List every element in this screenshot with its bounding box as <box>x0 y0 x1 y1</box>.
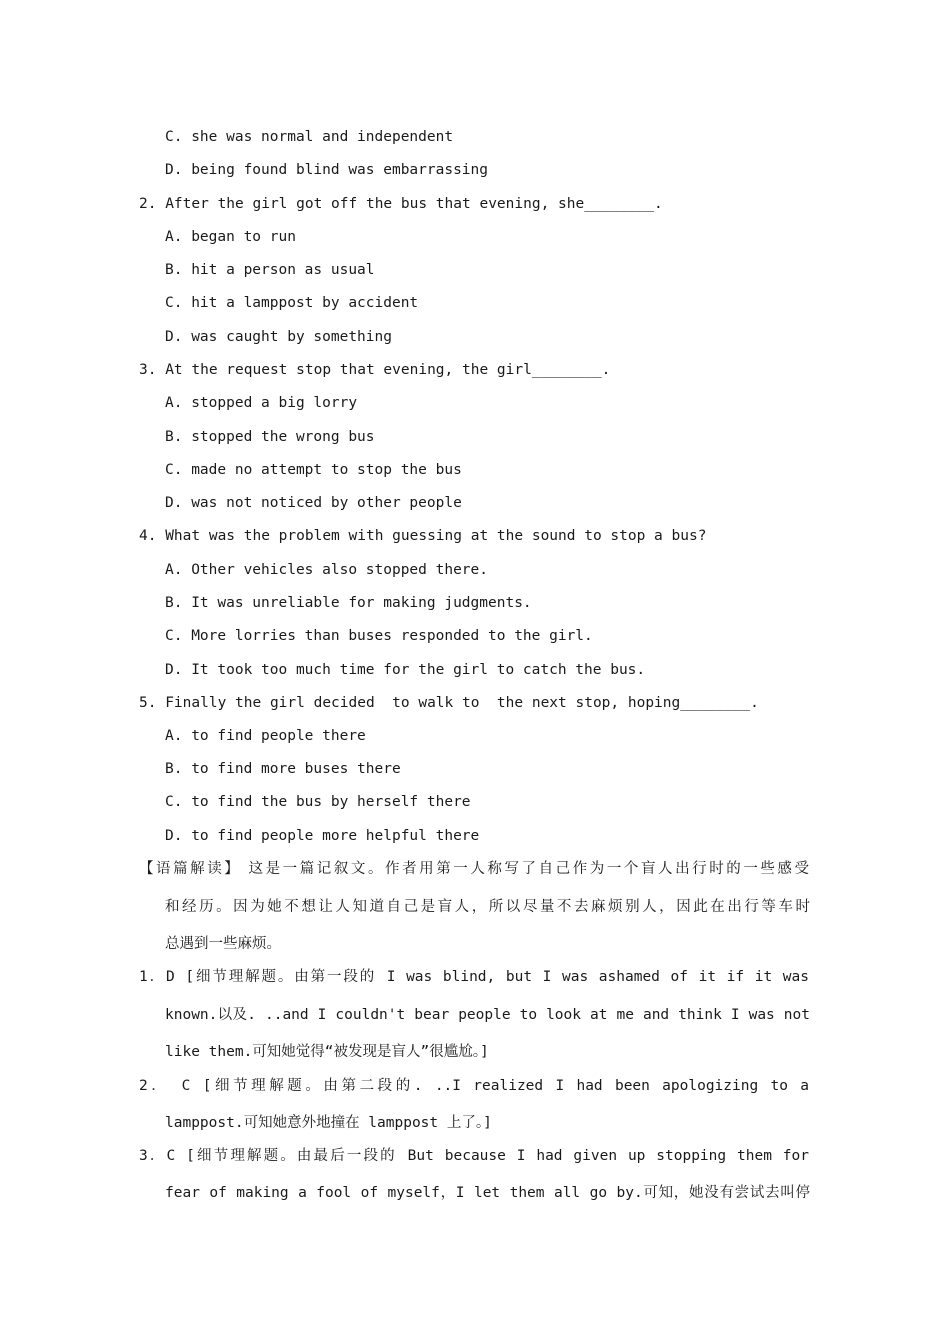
q2-option-b: B. hit a person as usual <box>165 262 375 278</box>
analysis-summary-line-1: 【语篇解读】 这是一篇记叙文。作者用第一人称写了自己作为一个盲人出行时的一些感受 <box>139 861 809 877</box>
q4-option-b: B. It was unreliable for making judgments. <box>165 595 532 611</box>
answer-3-line-2: fear of making a fool of myself，I let them all go by.可知，她没有尝试去叫停 <box>165 1185 810 1201</box>
analysis-summary-line-3: 总遇到一些麻烦。 <box>165 936 281 952</box>
q2-option-a: A. began to run <box>165 229 296 245</box>
q5-option-c: C. to find the bus by herself there <box>165 794 471 810</box>
q3-option-c: C. made no attempt to stop the bus <box>165 462 462 478</box>
q5-option-d: D. to find people more helpful there <box>165 828 480 844</box>
analysis-summary-line-2: 和经历。因为她不想让人知道自己是盲人，所以尽量不去麻烦别人，因此在出行等车时 <box>165 899 810 915</box>
answer-3-line-1: 3．C [细节理解题。由最后一段的 But because I had given up stopping them for <box>139 1148 809 1164</box>
answer-1-line-2: known.以及. ..and I couldn't bear people to look at me and think I was not <box>165 1007 810 1023</box>
q2-option-d: D. was caught by something <box>165 329 392 345</box>
question-3-stem: 3. At the request stop that evening, the girl________. <box>139 362 611 378</box>
q3-option-a: A. stopped a big lorry <box>165 395 358 411</box>
question-5-stem: 5. Finally the girl decided to walk to the next stop, hoping________. <box>139 695 759 711</box>
q5-option-b: B. to find more buses there <box>165 761 401 777</box>
q3-option-b: B. stopped the wrong bus <box>165 429 375 445</box>
question-4-stem: 4. What was the problem with guessing at the sound to stop a bus? <box>139 528 707 544</box>
q1-option-c: C. she was normal and independent <box>165 129 454 145</box>
answer-1-line-1: 1．D [细节理解题。由第一段的 I was blind, but I was ashamed of it if it was <box>139 969 809 985</box>
q2-option-c: C. hit a lamppost by accident <box>165 295 419 311</box>
q1-option-d: D. being found blind was embarrassing <box>165 162 489 178</box>
answer-2-line-2: lamppost.可知她意外地撞在 lamppost 上了。] <box>165 1115 492 1131</box>
answer-2-line-1: 2． C [细节理解题。由第二段的. ..I realized I had been apologizing to a <box>139 1078 809 1094</box>
q4-option-c: C. More lorries than buses responded to the girl. <box>165 628 593 644</box>
answer-1-line-3: like them.可知她觉得“被发现是盲人”很尴尬。] <box>165 1044 489 1060</box>
q4-option-d: D. It took too much time for the girl to catch the bus. <box>165 662 646 678</box>
q4-option-a: A. Other vehicles also stopped there. <box>165 562 489 578</box>
question-2-stem: 2. After the girl got off the bus that evening, she________. <box>139 196 663 212</box>
q3-option-d: D. was not noticed by other people <box>165 495 462 511</box>
q5-option-a: A. to find people there <box>165 728 366 744</box>
